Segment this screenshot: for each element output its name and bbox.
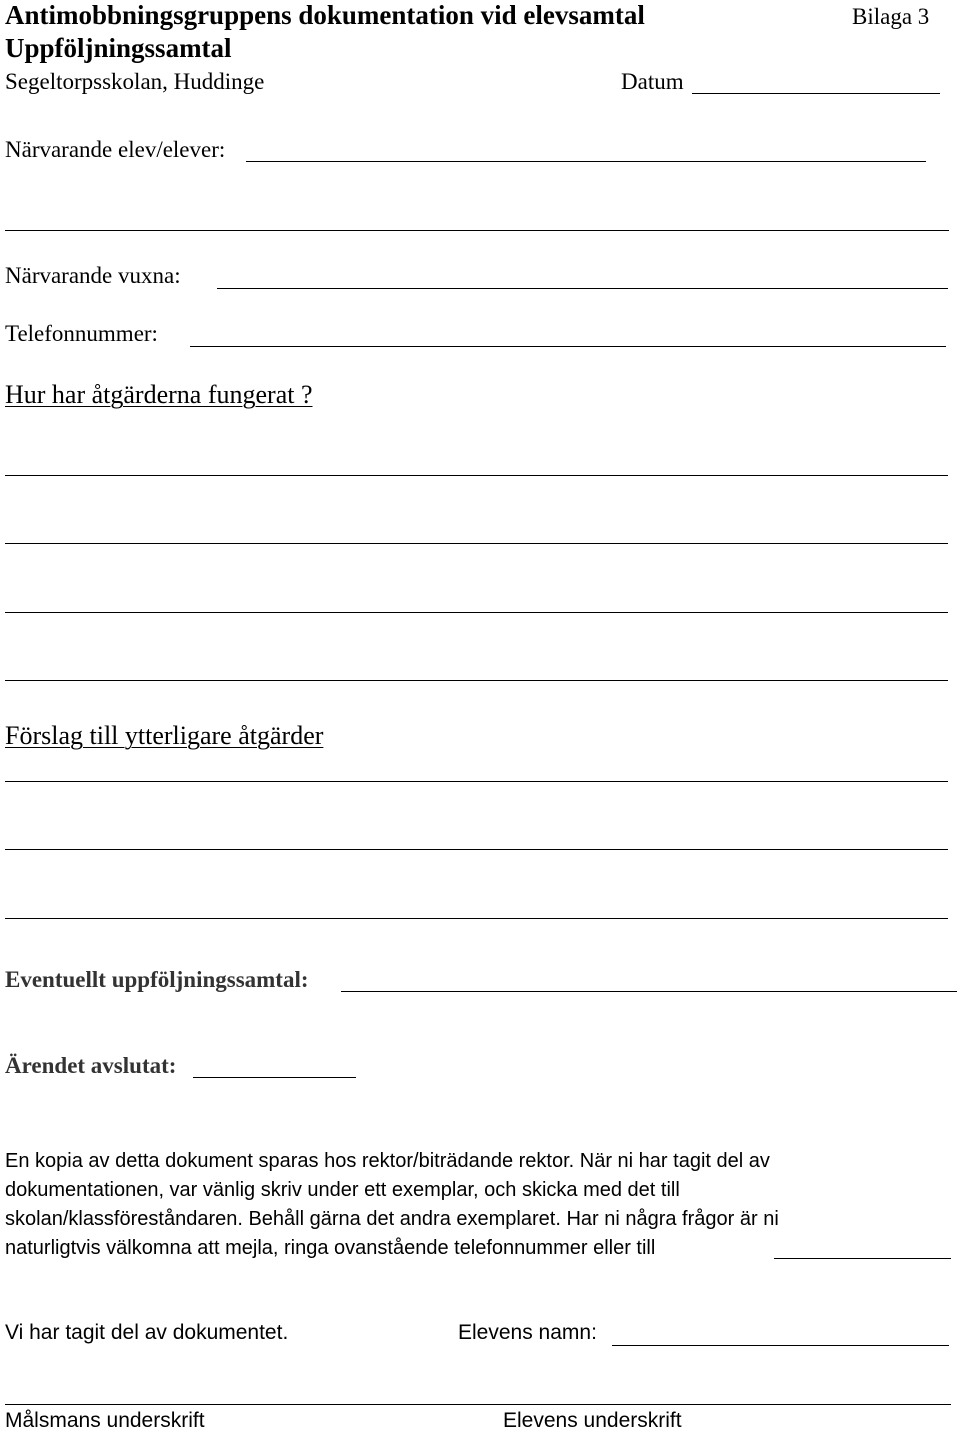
students-present-label: Närvarande elev/elever:	[5, 137, 226, 162]
info-paragraph-line-1: En kopia av detta dokument sparas hos rektor/biträdande rektor. När ni har tagit del av	[5, 1150, 770, 1172]
contact-line[interactable]	[774, 1258, 951, 1259]
info-paragraph-line-2: dokumentationen, var vänlig skriv under ett exemplar, och skicka med det till	[5, 1179, 680, 1201]
adults-present-label: Närvarande vuxna:	[5, 263, 181, 288]
student-name-label: Elevens namn:	[458, 1321, 597, 1344]
possible-followup-line[interactable]	[341, 991, 957, 992]
case-closed-line[interactable]	[193, 1077, 356, 1078]
acknowledged-text: Vi har tagit del av dokumentet.	[5, 1321, 289, 1344]
info-paragraph-line-3: skolan/klassföreståndaren. Behåll gärna det andra exemplaret. Har ni några frågor är ni	[5, 1208, 779, 1230]
student-signature-label: Elevens underskrift	[503, 1409, 682, 1432]
adults-present-line[interactable]	[217, 288, 948, 289]
students-present-line[interactable]	[246, 161, 926, 162]
students-present-line-2[interactable]	[5, 230, 949, 231]
possible-followup-label: Eventuellt uppföljningssamtal:	[5, 967, 309, 992]
guardian-signature-label: Målsmans underskrift	[5, 1409, 205, 1432]
answer-line[interactable]	[5, 781, 948, 782]
attachment-label: Bilaga 3	[852, 4, 930, 29]
info-paragraph-line-4: naturligtvis välkomna att mejla, ringa ovanstående telefonnummer eller till	[5, 1237, 656, 1259]
school-name: Segeltorpsskolan, Huddinge	[5, 69, 265, 94]
suggestions-heading: Förslag till ytterligare åtgärder	[5, 721, 324, 750]
case-closed-label: Ärendet avslutat:	[5, 1053, 177, 1078]
answer-line[interactable]	[5, 849, 948, 850]
student-name-line[interactable]	[612, 1345, 949, 1346]
answer-line[interactable]	[5, 612, 948, 613]
date-label: Datum	[621, 69, 684, 94]
phone-line[interactable]	[190, 346, 946, 347]
document-subtitle: Uppföljningssamtal	[5, 33, 232, 63]
signature-line[interactable]	[5, 1404, 951, 1405]
document-title: Antimobbningsgruppens dokumentation vid elevsamtal	[5, 0, 645, 30]
answer-line[interactable]	[5, 543, 948, 544]
how-measures-worked-heading: Hur har åtgärderna fungerat ?	[5, 380, 313, 409]
answer-line[interactable]	[5, 475, 948, 476]
answer-line[interactable]	[5, 680, 948, 681]
answer-line[interactable]	[5, 918, 948, 919]
date-field-line[interactable]	[692, 93, 940, 94]
phone-label: Telefonnummer:	[5, 321, 158, 346]
